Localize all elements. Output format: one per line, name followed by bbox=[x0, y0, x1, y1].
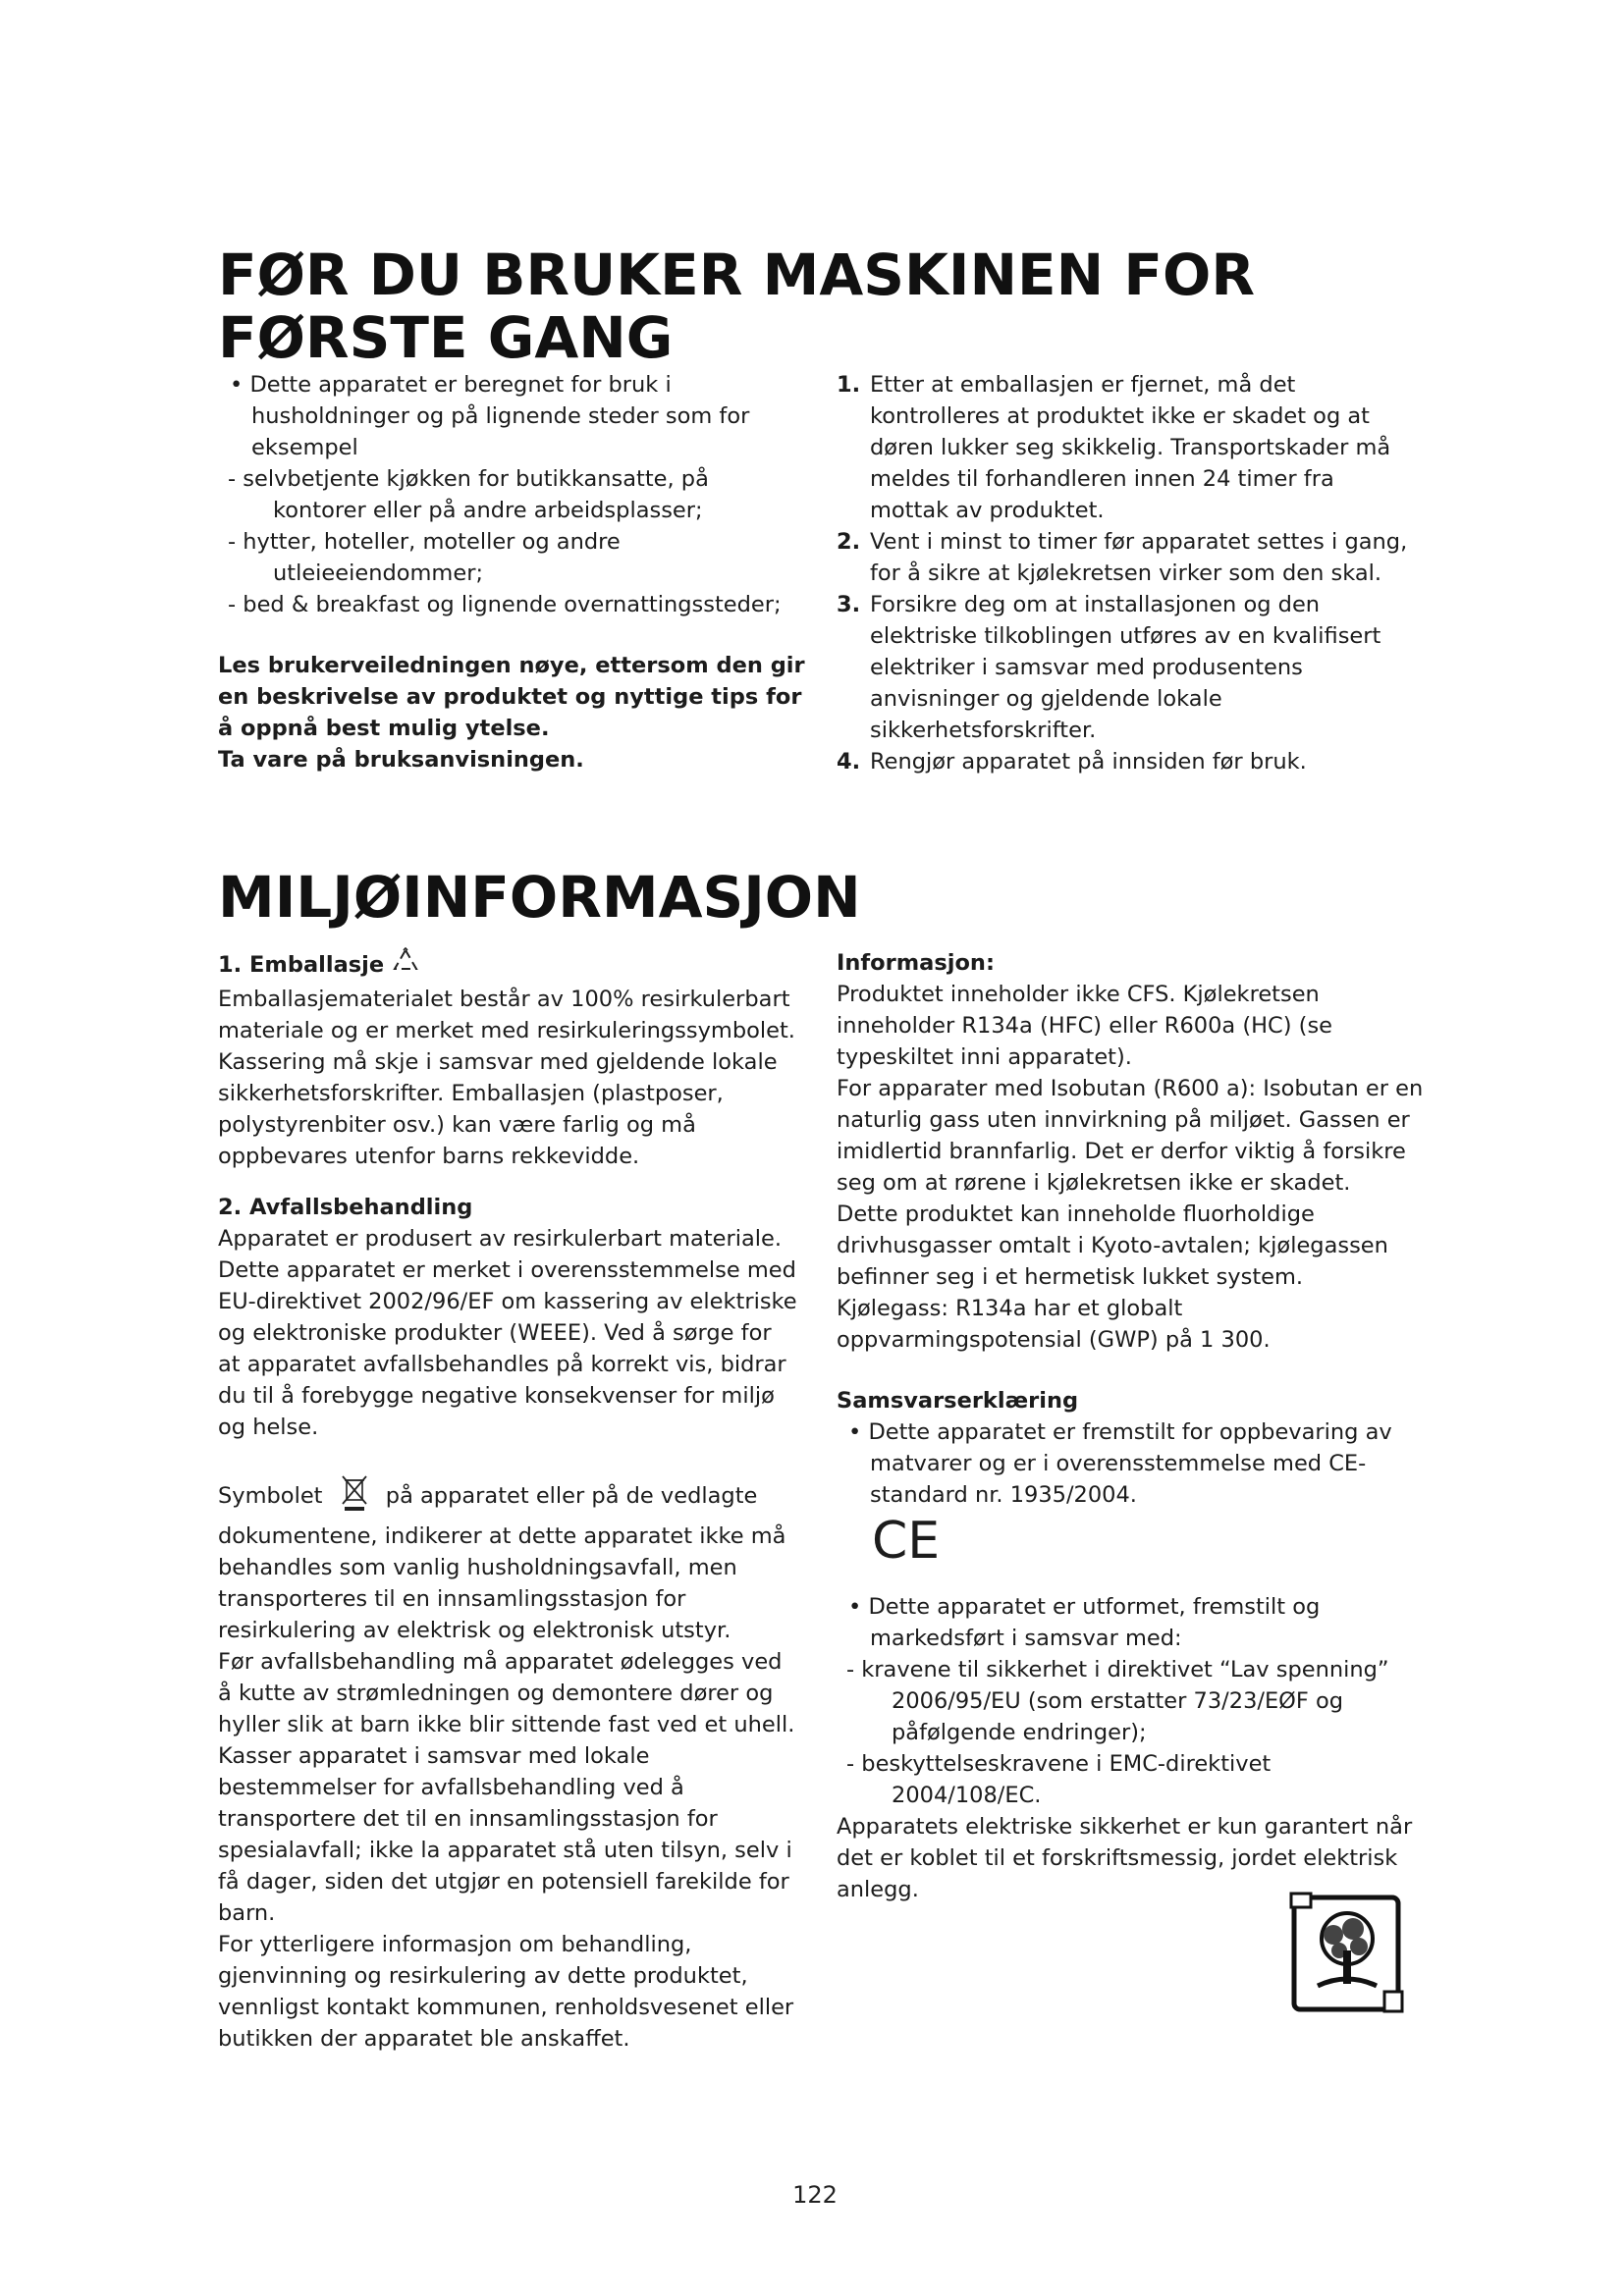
info-text: Dette produktet kan inneholde fluorholdige drivhusgasser omtalt i Kyoto-avtalen; kjølegassen befinner seg i et hermetisk lukket system. bbox=[837, 1201, 1388, 1290]
info-text: Produktet inneholder ikke CFS. Kjølekretsen inneholder R134a (HFC) eller R600a (HC) (se typeskiltet inni apparatet). bbox=[837, 982, 1333, 1070]
dash-item: - bed & breakfast og lignende overnattingssteder; bbox=[228, 592, 782, 617]
step-item: 3. Forsikre deg om at installasjonen og den elektriske tilkoblingen utføres av en kvalifisert elektriker i samsvar med produsentens anvisninger og gjeldende lokale sikkerhetsforskrifter. bbox=[837, 592, 1381, 743]
conformity-dash: - kravene til sikkerhet i direktivet “Lav spenning” 2006/95/EU (som erstatter 73/23/EØF og påfølgende endringer); bbox=[846, 1657, 1389, 1745]
dash-item: - selvbetjente kjøkken for butikkansatte, på kontorer eller på andre arbeidsplasser; bbox=[228, 466, 709, 523]
disposal-text: Før avfallsbehandling må apparatet ødelegges ved å kutte av strømledningen og demontere dører og hyller slik at barn ikke blir sittende fast ved et uhell. Kasser apparatet i samsvar med lokale bestemmelser for avfallsbehandling ved å transportere det til en innsamlingsstasjon for spesialavfall; ikke la apparatet stå uten tilsyn, selv i få dager, siden det utgjør en potensiell farekilde for barn. bbox=[218, 1649, 795, 1926]
dash-item: - hytter, hoteller, moteller og andre utleieeiendommer; bbox=[228, 529, 621, 586]
waste-heading: 2. Avfallsbehandling bbox=[218, 1195, 473, 1220]
packaging-heading: 1. Emballasje bbox=[218, 952, 385, 978]
keep-manual-note: Ta vare på bruksanvisningen. bbox=[218, 747, 584, 773]
info-heading: Informasjon: bbox=[837, 950, 995, 976]
ce-mark: CE bbox=[872, 1512, 941, 1571]
first-use-steps bbox=[837, 369, 1416, 777]
page-number: 122 bbox=[792, 2181, 838, 2209]
crossed-bin-icon bbox=[340, 1472, 369, 1521]
read-manual-note: Les brukerveiledningen nøye, ettersom den gir en beskrivelse av produktet og nyttige tips for å oppnå best mulig ytelse. bbox=[218, 653, 805, 741]
packaging-text: Emballasjematerialet består av 100% resirkulerbart materiale og er merket med resirkuleringssymbolet. Kassering må skje i samsvar med gjeldende lokale sikkerhetsforskrifter. Emballasjen (plastposer, polystyrenbiter osv.) kan være farlig og må oppbevares utenfor barns rekkevidde. bbox=[218, 987, 795, 1169]
section-title-environment: MILJØINFORMASJON bbox=[218, 864, 861, 931]
tree-ecolabel-icon bbox=[1288, 1890, 1406, 2017]
environment-right-column bbox=[837, 947, 1426, 1905]
more-info-text: For ytterligere informasjon om behandling, gjenvinning og resirkulering av dette produktet, vennligst kontakt kommunen, renholdsvesenet eller butikken der apparatet ble anskaffet. bbox=[218, 1932, 794, 2052]
info-text: For apparater med Isobutan (R600 a): Isobutan er en naturlig gass uten innvirkning på miljøet. Gassen er imidlertid brannfarlig. Det er derfor viktig å forsikre seg om at rørene i kjølekretsen ikke er skadet. bbox=[837, 1076, 1424, 1196]
conformity-end: Apparatets elektriske sikkerhet er kun garantert når det er koblet til et forskriftsmessig, jordet elektrisk anlegg. bbox=[837, 1814, 1413, 1902]
weee-symbol-text: Symbolet på apparatet eller på de vedlagte dokumentene, indikerer at dette apparatet ikke må behandles som vanlig husholdningsavfall, men transporteres til en innsamlingsstasjon for resirkulering av elektrisk og elektronisk utstyr. bbox=[218, 1472, 799, 1646]
conformity-dash: - beskyttelseskravene i EMC-direktivet 2004/108/EC. bbox=[846, 1751, 1272, 1808]
waste-text: Apparatet er produsert av resirkulerbart materiale. Dette apparatet er merket i overensstemmelse med EU-direktivet 2002/96/EF om kassering av elektriske og elektroniske produkter (WEEE). Ved å sørge for at apparatet avfallsbehandles på korrekt vis, bidrar du til å forebygge negative konsekvenser for miljø og helse. bbox=[218, 1226, 797, 1440]
step-item: 4. Rengjør apparatet på innsiden før bruk. bbox=[837, 749, 1307, 774]
step-item: 2. Vent i minst to timer før apparatet settes i gang, for å sikre at kjølekretsen virker som den skal. bbox=[837, 529, 1408, 586]
conformity-bullet: • Dette apparatet er utformet, fremstilt og markedsført i samsvar med: bbox=[848, 1594, 1321, 1651]
packaging-heading-row bbox=[218, 947, 799, 984]
first-use-left-column bbox=[218, 369, 807, 775]
environment-left-column bbox=[218, 947, 799, 2055]
intro-bullet: • Dette apparatet er beregnet for bruk i husholdninger og på lignende steder som for eksempel bbox=[230, 372, 750, 460]
conformity-heading: Samsvarserklæring bbox=[837, 1388, 1079, 1414]
info-text: Kjølegass: R134a har et globalt oppvarmingspotensial (GWP) på 1 300. bbox=[837, 1296, 1271, 1353]
recycle-icon bbox=[391, 947, 420, 984]
conformity-bullet: • Dette apparatet er fremstilt for oppbevaring av matvarer og er i overensstemmelse med CE-standard nr. 1935/2004. bbox=[848, 1419, 1392, 1508]
section-title-before-first-use: FØR DU BRUKER MASKINEN FOR FØRSTE GANG bbox=[218, 241, 1255, 371]
step-item: 1. Etter at emballasjen er fjernet, må det kontrolleres at produktet ikke er skadet og at døren lukker seg skikkelig. Transportskader må meldes til forhandleren innen 24 timer fra mottak av produktet. bbox=[837, 372, 1391, 523]
